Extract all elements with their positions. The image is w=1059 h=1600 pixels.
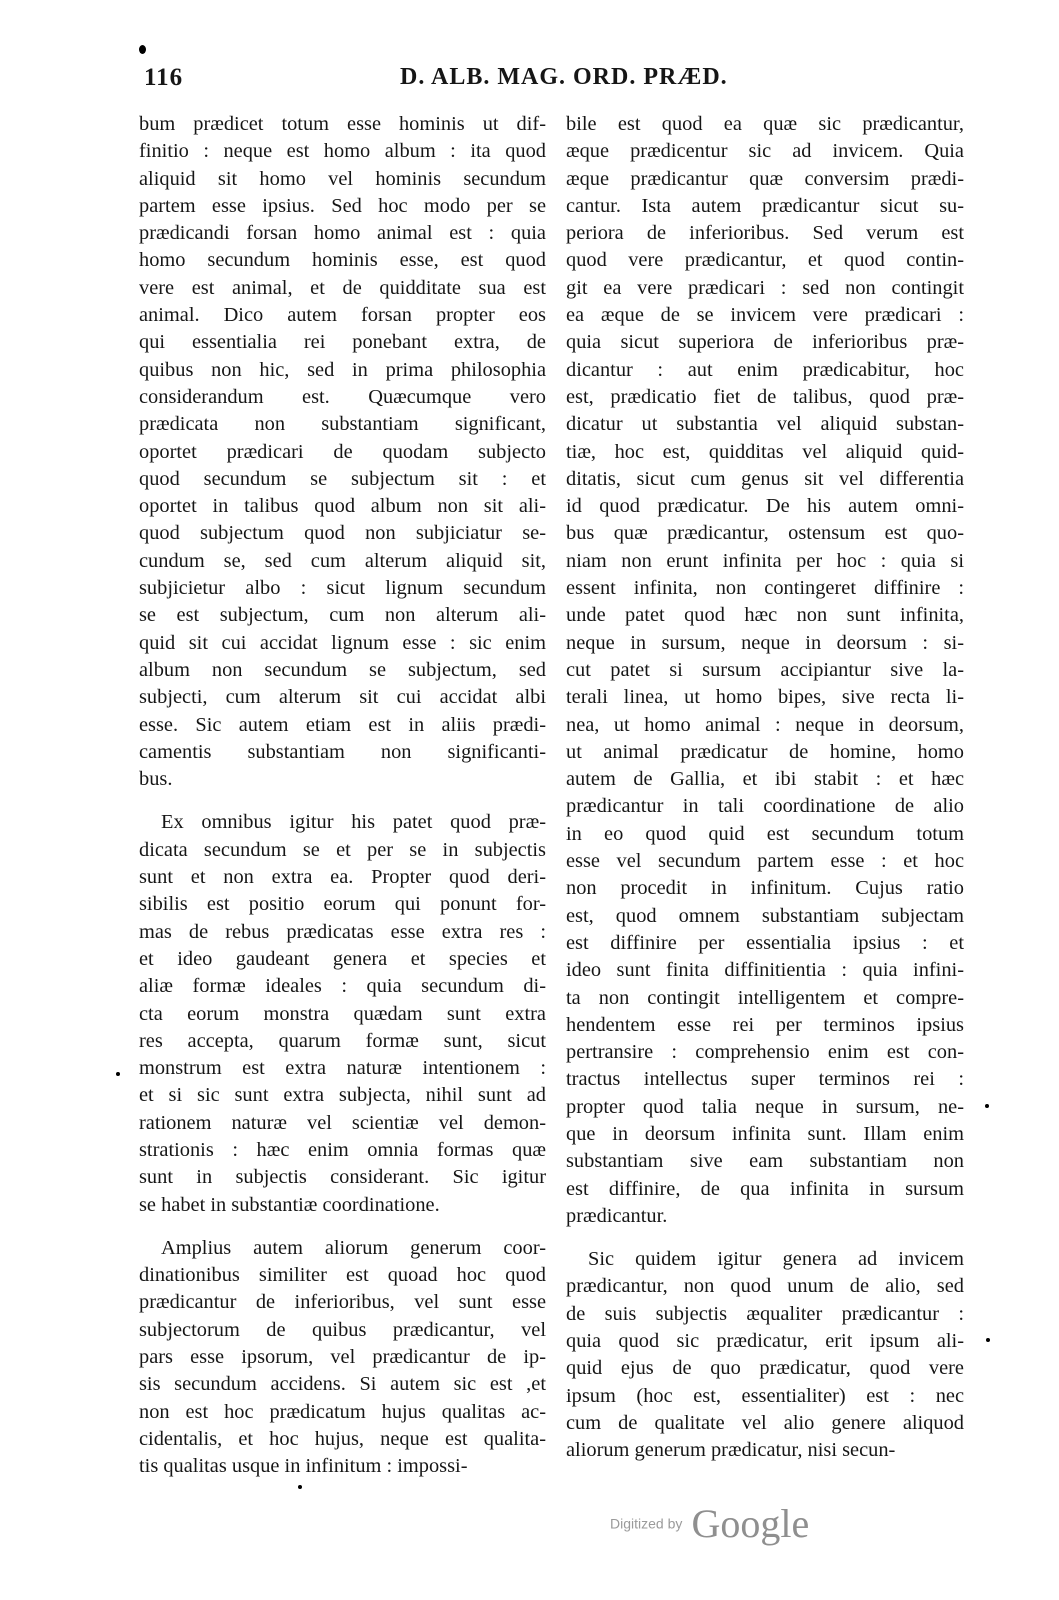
paragraph-gap bbox=[566, 1230, 964, 1246]
paragraph bbox=[566, 1246, 964, 1464]
text-line: cut patet si sursum accipiantur sive la- bbox=[566, 658, 964, 681]
text-line: quod secundum se subjectum sit : et bbox=[139, 467, 546, 490]
text-line: bus quæ prædicantur, ostensum est quo- bbox=[566, 522, 964, 545]
text-line: essent infinita, non contingeret diffinire : bbox=[566, 577, 964, 600]
text-line: animal. Dico autem forsan propter eos bbox=[139, 304, 546, 327]
paragraph bbox=[139, 111, 546, 793]
text-line: tractus intellectus super terminos rei : bbox=[566, 1068, 964, 1091]
text-line: propter quod talia neque in sursum, ne- bbox=[566, 1095, 964, 1118]
page-number: 116 bbox=[144, 64, 184, 91]
text-line: aliquid sit homo vel hominis secundum bbox=[139, 167, 546, 190]
text-line: periora de inferioribus. Sed verum est bbox=[566, 222, 964, 245]
text-line: esse. Sic autem etiam est in aliis prædi- bbox=[139, 713, 546, 736]
text-line: neque in sursum, neque in deorsum : si- bbox=[566, 631, 964, 654]
text-line: prædicantur, non quod unum de alio, sed bbox=[566, 1275, 964, 1298]
text-line: quid ejus de quo prædicatur, quod vere bbox=[566, 1357, 964, 1380]
text-line: tiæ, hoc est, quidditas vel aliquid quid- bbox=[566, 440, 964, 463]
text-line: cundum se, sed cum alterum aliquid sit, bbox=[139, 549, 546, 572]
text-line: cidentalis, et hoc hujus, neque est qualita- bbox=[139, 1427, 546, 1450]
text-line: res accepta, quarum formæ sunt, sicut bbox=[139, 1029, 546, 1052]
scan-speck bbox=[116, 1072, 120, 1076]
paragraph bbox=[139, 1235, 546, 1481]
text-line: æque prædicantur quæ conversim prædi- bbox=[566, 167, 964, 190]
text-line: esse vel secundum partem esse : et hoc bbox=[566, 850, 964, 873]
text-line: monstrum est extra naturæ intentionem : bbox=[139, 1057, 546, 1080]
text-line: tis qualitas usque in infinitum : impossi- bbox=[139, 1455, 468, 1478]
text-line: de suis subjectis æqualiter prædicantur : bbox=[566, 1302, 964, 1325]
text-line: prædicantur de inferioribus, vel sunt esse bbox=[139, 1291, 546, 1314]
scan-speck bbox=[985, 1104, 989, 1108]
text-line: quia sicut superiora de inferioribus præ- bbox=[566, 331, 964, 354]
running-header bbox=[0, 64, 1059, 98]
text-line: ut animal prædicatur de homine, homo bbox=[566, 740, 964, 763]
paragraph bbox=[139, 809, 546, 1218]
text-line: finitio : neque est homo album : ita quod bbox=[139, 140, 546, 163]
text-line: ideo sunt finita diffinitientia : quia infini- bbox=[566, 959, 964, 982]
text-line: quod subjectum quod non subjiciatur se- bbox=[139, 522, 546, 545]
text-line: Ex omnibus igitur his patet quod præ- bbox=[161, 811, 546, 834]
running-title: D. ALB. MAG. ORD. PRÆD. bbox=[400, 64, 728, 90]
text-line: subjecti, cum alterum sit cui accidat albi bbox=[139, 686, 546, 709]
text-line: aliorum generum prædicatur, nisi secun- bbox=[566, 1439, 896, 1462]
text-line: homo secundum hominis esse, est quod bbox=[139, 249, 546, 272]
google-watermark bbox=[610, 1500, 809, 1547]
text-line: unde patet quod hæc non sunt infinita, bbox=[566, 604, 964, 627]
text-line: oportet prædicari de quodam subjecto bbox=[139, 440, 546, 463]
text-line: sunt in subjectis considerant. Sic igitur bbox=[139, 1166, 546, 1189]
text-line: non est hoc prædicatum hujus qualitas ac- bbox=[139, 1400, 546, 1423]
text-line: considerandum est. Quæcumque vero bbox=[139, 385, 546, 408]
text-line: subjectorum de quibus prædicantur, vel bbox=[139, 1318, 546, 1341]
text-line: vere est animal, et de quidditate sua est bbox=[139, 276, 546, 299]
text-line: dicata secundum se et per se in subjectis bbox=[139, 838, 546, 861]
text-line: sibilis est positio eorum qui ponunt for- bbox=[139, 893, 546, 916]
paragraph bbox=[566, 111, 964, 1230]
text-line: non procedit in infinitum. Cujus ratio bbox=[566, 877, 964, 900]
text-line: pertransire : comprehensio enim est con- bbox=[566, 1041, 964, 1064]
text-line: niam non erunt infinita per hoc : quia si bbox=[566, 549, 964, 572]
text-line: autem de Gallia, et ibi stabit : et hæc bbox=[566, 768, 964, 791]
text-line: id quod prædicatur. De his autem omni- bbox=[566, 495, 964, 518]
text-line: Sic quidem igitur genera ad invicem bbox=[588, 1248, 964, 1271]
text-line: mas de rebus prædicatas esse extra res : bbox=[139, 920, 546, 943]
text-line: terali linea, ut homo bipes, sive recta li- bbox=[566, 686, 964, 709]
text-line: est diffinire per essentialia ipsius : et bbox=[566, 931, 964, 954]
text-line: se est subjectum, cum non alterum ali- bbox=[139, 604, 546, 627]
paragraph-gap bbox=[139, 793, 546, 809]
text-line: dicatur ut substantia vel aliquid substan- bbox=[566, 413, 964, 436]
text-line: dinationibus similiter est quoad hoc quod bbox=[139, 1264, 546, 1287]
text-line: quid sit cui accidat lignum esse : sic enim bbox=[139, 631, 546, 654]
text-line: prædicantur. bbox=[566, 1204, 668, 1227]
text-line: strationis : hæc enim omnia formas quæ bbox=[139, 1138, 546, 1161]
text-line: bus. bbox=[139, 768, 173, 791]
text-line: pars esse ipsorum, vel prædicantur de ip- bbox=[139, 1346, 546, 1369]
text-line: substantiam sive eam substantiam non bbox=[566, 1150, 964, 1173]
text-line: est diffinire, de qua infinita in sursum bbox=[566, 1177, 964, 1200]
text-line: ea æque de se invicem vere prædicari : bbox=[566, 304, 964, 327]
text-line: bum prædicet totum esse hominis ut dif- bbox=[139, 113, 546, 135]
text-line: qui essentialia rei ponebant extra, de bbox=[139, 331, 546, 354]
text-line: dicantur : aut enim prædicabitur, hoc bbox=[566, 358, 964, 381]
left-column bbox=[139, 111, 546, 1481]
text-line: et si sic sunt extra subjecta, nihil sunt ad bbox=[139, 1084, 546, 1107]
scan-speck bbox=[986, 1338, 990, 1342]
text-line: album non secundum se subjectum, sed bbox=[139, 658, 546, 681]
text-line: prædicata non substantiam significant, bbox=[139, 413, 546, 436]
text-line: ta non contingit intelligentem et compre- bbox=[566, 986, 964, 1009]
text-line: sunt et non extra ea. Propter quod deri- bbox=[139, 866, 546, 889]
text-line: cum de qualitate vel alio genere aliquod bbox=[566, 1411, 964, 1434]
text-line: quibus non hic, sed in prima philosophia bbox=[139, 358, 546, 381]
text-line: subjicietur albo : sicut lignum secundum bbox=[139, 577, 546, 600]
text-line: ditatis, sicut cum genus sit vel differentia bbox=[566, 467, 964, 490]
text-line: bile est quod ea quæ sic prædicantur, bbox=[566, 113, 964, 135]
text-line: partem esse ipsius. Sed hoc modo per se bbox=[139, 194, 546, 217]
right-column bbox=[566, 111, 964, 1465]
text-line: camentis substantiam non significanti- bbox=[139, 740, 546, 763]
text-line: sis secundum accidens. Si autem sic est ,et bbox=[139, 1373, 546, 1396]
text-line: prædicantur in tali coordinatione de alio bbox=[566, 795, 964, 818]
text-line: æque prædicentur sic ad invicem. Quia bbox=[566, 140, 964, 163]
text-line: quod vere prædicantur, et quod contin- bbox=[566, 249, 964, 272]
text-line: rationem naturæ vel scientiæ vel demon- bbox=[139, 1111, 546, 1134]
text-line: quia quod sic prædicatur, erit ipsum ali- bbox=[566, 1330, 964, 1353]
text-line: cantur. Ista autem prædicantur sicut su- bbox=[566, 194, 964, 217]
scan-speck bbox=[139, 45, 146, 54]
paragraph-gap bbox=[139, 1219, 546, 1235]
google-logo: Google bbox=[691, 1501, 810, 1546]
text-line: ipsum (hoc est, essentialiter) est : nec bbox=[566, 1384, 964, 1407]
text-line: est, prædicatio fiet de talibus, quod præ- bbox=[566, 385, 964, 408]
text-line: et ideo gaudeant genera et species et bbox=[139, 947, 546, 970]
text-line: est, quod omnem substantiam subjectam bbox=[566, 904, 964, 927]
text-line: hendentem esse rei per terminos ipsius bbox=[566, 1013, 964, 1036]
text-line: Amplius autem aliorum generum coor- bbox=[161, 1236, 546, 1259]
text-line: git ea vere prædicari : sed non contingit bbox=[566, 276, 964, 299]
text-line: cta eorum monstra quædam sunt extra bbox=[139, 1002, 546, 1025]
text-line: aliæ formæ ideales : quia secundum di- bbox=[139, 975, 546, 998]
text-line: se habet in substantiæ coordinatione. bbox=[139, 1193, 440, 1216]
digitized-by-label: Digitized by bbox=[610, 1515, 683, 1532]
text-line: in eo quod quid est secundum totum bbox=[566, 822, 964, 845]
scan-speck bbox=[298, 1485, 302, 1489]
text-line: nea, ut homo animal : neque in deorsum, bbox=[566, 713, 964, 736]
text-line: prædicandi forsan homo animal est : quia bbox=[139, 222, 546, 245]
text-line: oportet in talibus quod album non sit ali- bbox=[139, 495, 546, 518]
text-line: que in deorsum infinita sunt. Illam enim bbox=[566, 1122, 964, 1145]
